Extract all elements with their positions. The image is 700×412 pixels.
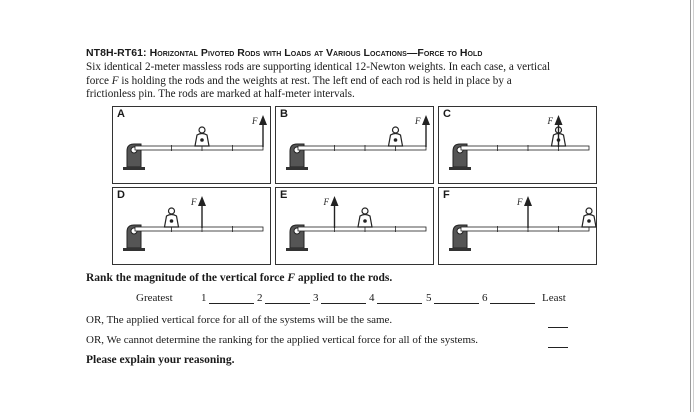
force-arrow-head — [259, 115, 267, 125]
rank-number-6: 6 — [482, 292, 488, 304]
support-base — [286, 248, 308, 251]
rod-diagram-a — [113, 107, 272, 185]
rod-diagram-c — [439, 107, 598, 185]
panel-label: B — [280, 108, 288, 120]
rank-blank-3[interactable] — [321, 303, 366, 304]
option-cannot-determine: OR, We cannot determine the ranking for the applied vertical force for all of the systems. — [86, 334, 479, 346]
rank-number-5: 5 — [426, 292, 432, 304]
panel-label: F — [443, 189, 450, 201]
rod-panel-e — [275, 187, 434, 265]
rod — [461, 146, 589, 150]
document-body — [86, 46, 616, 102]
weight-icon — [195, 127, 209, 146]
rod-panel-f — [438, 187, 597, 265]
panel-label: D — [117, 189, 125, 201]
panel-label: A — [117, 108, 125, 120]
rank-blank-6[interactable] — [490, 303, 535, 304]
title-code: NT8H-RT61: — [86, 47, 147, 59]
ranking-row — [136, 292, 576, 308]
force-label: F — [415, 116, 421, 126]
option-all-same: OR, The applied vertical force for all of the systems will be the same. — [86, 314, 393, 326]
rank-number-3: 3 — [313, 292, 319, 304]
prompt-text-a: Rank the magnitude of the vertical force — [86, 272, 288, 284]
page-edge — [690, 0, 691, 412]
support-base — [286, 167, 308, 170]
panel-label: C — [443, 108, 451, 120]
intro-line-2b: is holding the rods and the weights at rest. The left end of each rod is held in place by a — [118, 74, 512, 87]
rod — [135, 227, 263, 231]
rank-number-4: 4 — [369, 292, 375, 304]
rod-diagrams-grid — [112, 106, 598, 270]
support-base — [449, 167, 471, 170]
force-label: F — [517, 197, 523, 207]
all-same-blank[interactable] — [548, 327, 568, 328]
rank-number-2: 2 — [257, 292, 263, 304]
support-base — [123, 167, 145, 170]
least-label: Least — [542, 292, 566, 304]
rod — [135, 146, 263, 150]
weight-icon — [389, 127, 403, 146]
explain-prompt: Please explain your reasoning. — [86, 354, 235, 366]
intro-line-2a: force — [86, 74, 112, 87]
weight-icon — [358, 208, 372, 227]
page-title — [86, 46, 616, 60]
force-arrow-head — [555, 115, 563, 125]
force-arrow-head — [198, 196, 206, 206]
page-edge-shadow — [693, 0, 694, 412]
rod-diagram-f — [439, 188, 598, 266]
force-arrow-head — [422, 115, 430, 125]
question-block — [86, 272, 606, 284]
title-text: Horizontal Pivoted Rods with Loads at Various Locations—Force to Hold — [149, 47, 483, 59]
rod-diagram-d — [113, 188, 272, 266]
rank-number-1: 1 — [201, 292, 207, 304]
rank-blank-4[interactable] — [377, 303, 422, 304]
panel-label: E — [280, 189, 288, 201]
rod-panel-b — [275, 106, 434, 184]
rod-panel-c — [438, 106, 597, 184]
force-arrow-head — [524, 196, 532, 206]
weight-icon — [582, 208, 596, 227]
force-arrow-head — [331, 196, 339, 206]
rod-panel-d — [112, 187, 271, 265]
force-variable: F — [111, 74, 119, 87]
rank-blank-1[interactable] — [209, 303, 254, 304]
force-label: F — [547, 116, 553, 126]
force-label: F — [323, 197, 329, 207]
cannot-determine-blank[interactable] — [548, 347, 568, 348]
rod-diagram-e — [276, 188, 435, 266]
prompt-text-b: applied to the rods. — [295, 272, 393, 284]
rod-panel-a — [112, 106, 271, 184]
support-base — [123, 248, 145, 251]
weight-icon — [165, 208, 179, 227]
ranking-prompt — [86, 272, 606, 284]
rod-diagram-b — [276, 107, 435, 185]
rod — [461, 227, 589, 231]
intro-line-3: frictionless pin. The rods are marked at half-meter intervals. — [86, 88, 355, 100]
rank-blank-2[interactable] — [265, 303, 310, 304]
force-label: F — [191, 197, 197, 207]
intro-line-1: Six identical 2-meter massless rods are supporting identical 12-Newton weights. In each case, a vertical — [86, 61, 551, 73]
rod — [298, 227, 426, 231]
force-label: F — [252, 116, 258, 126]
greatest-label: Greatest — [136, 292, 173, 304]
rank-blank-5[interactable] — [434, 303, 479, 304]
support-base — [449, 248, 471, 251]
prompt-variable: F — [287, 272, 295, 284]
rod — [298, 146, 426, 150]
intro-text — [86, 61, 616, 102]
